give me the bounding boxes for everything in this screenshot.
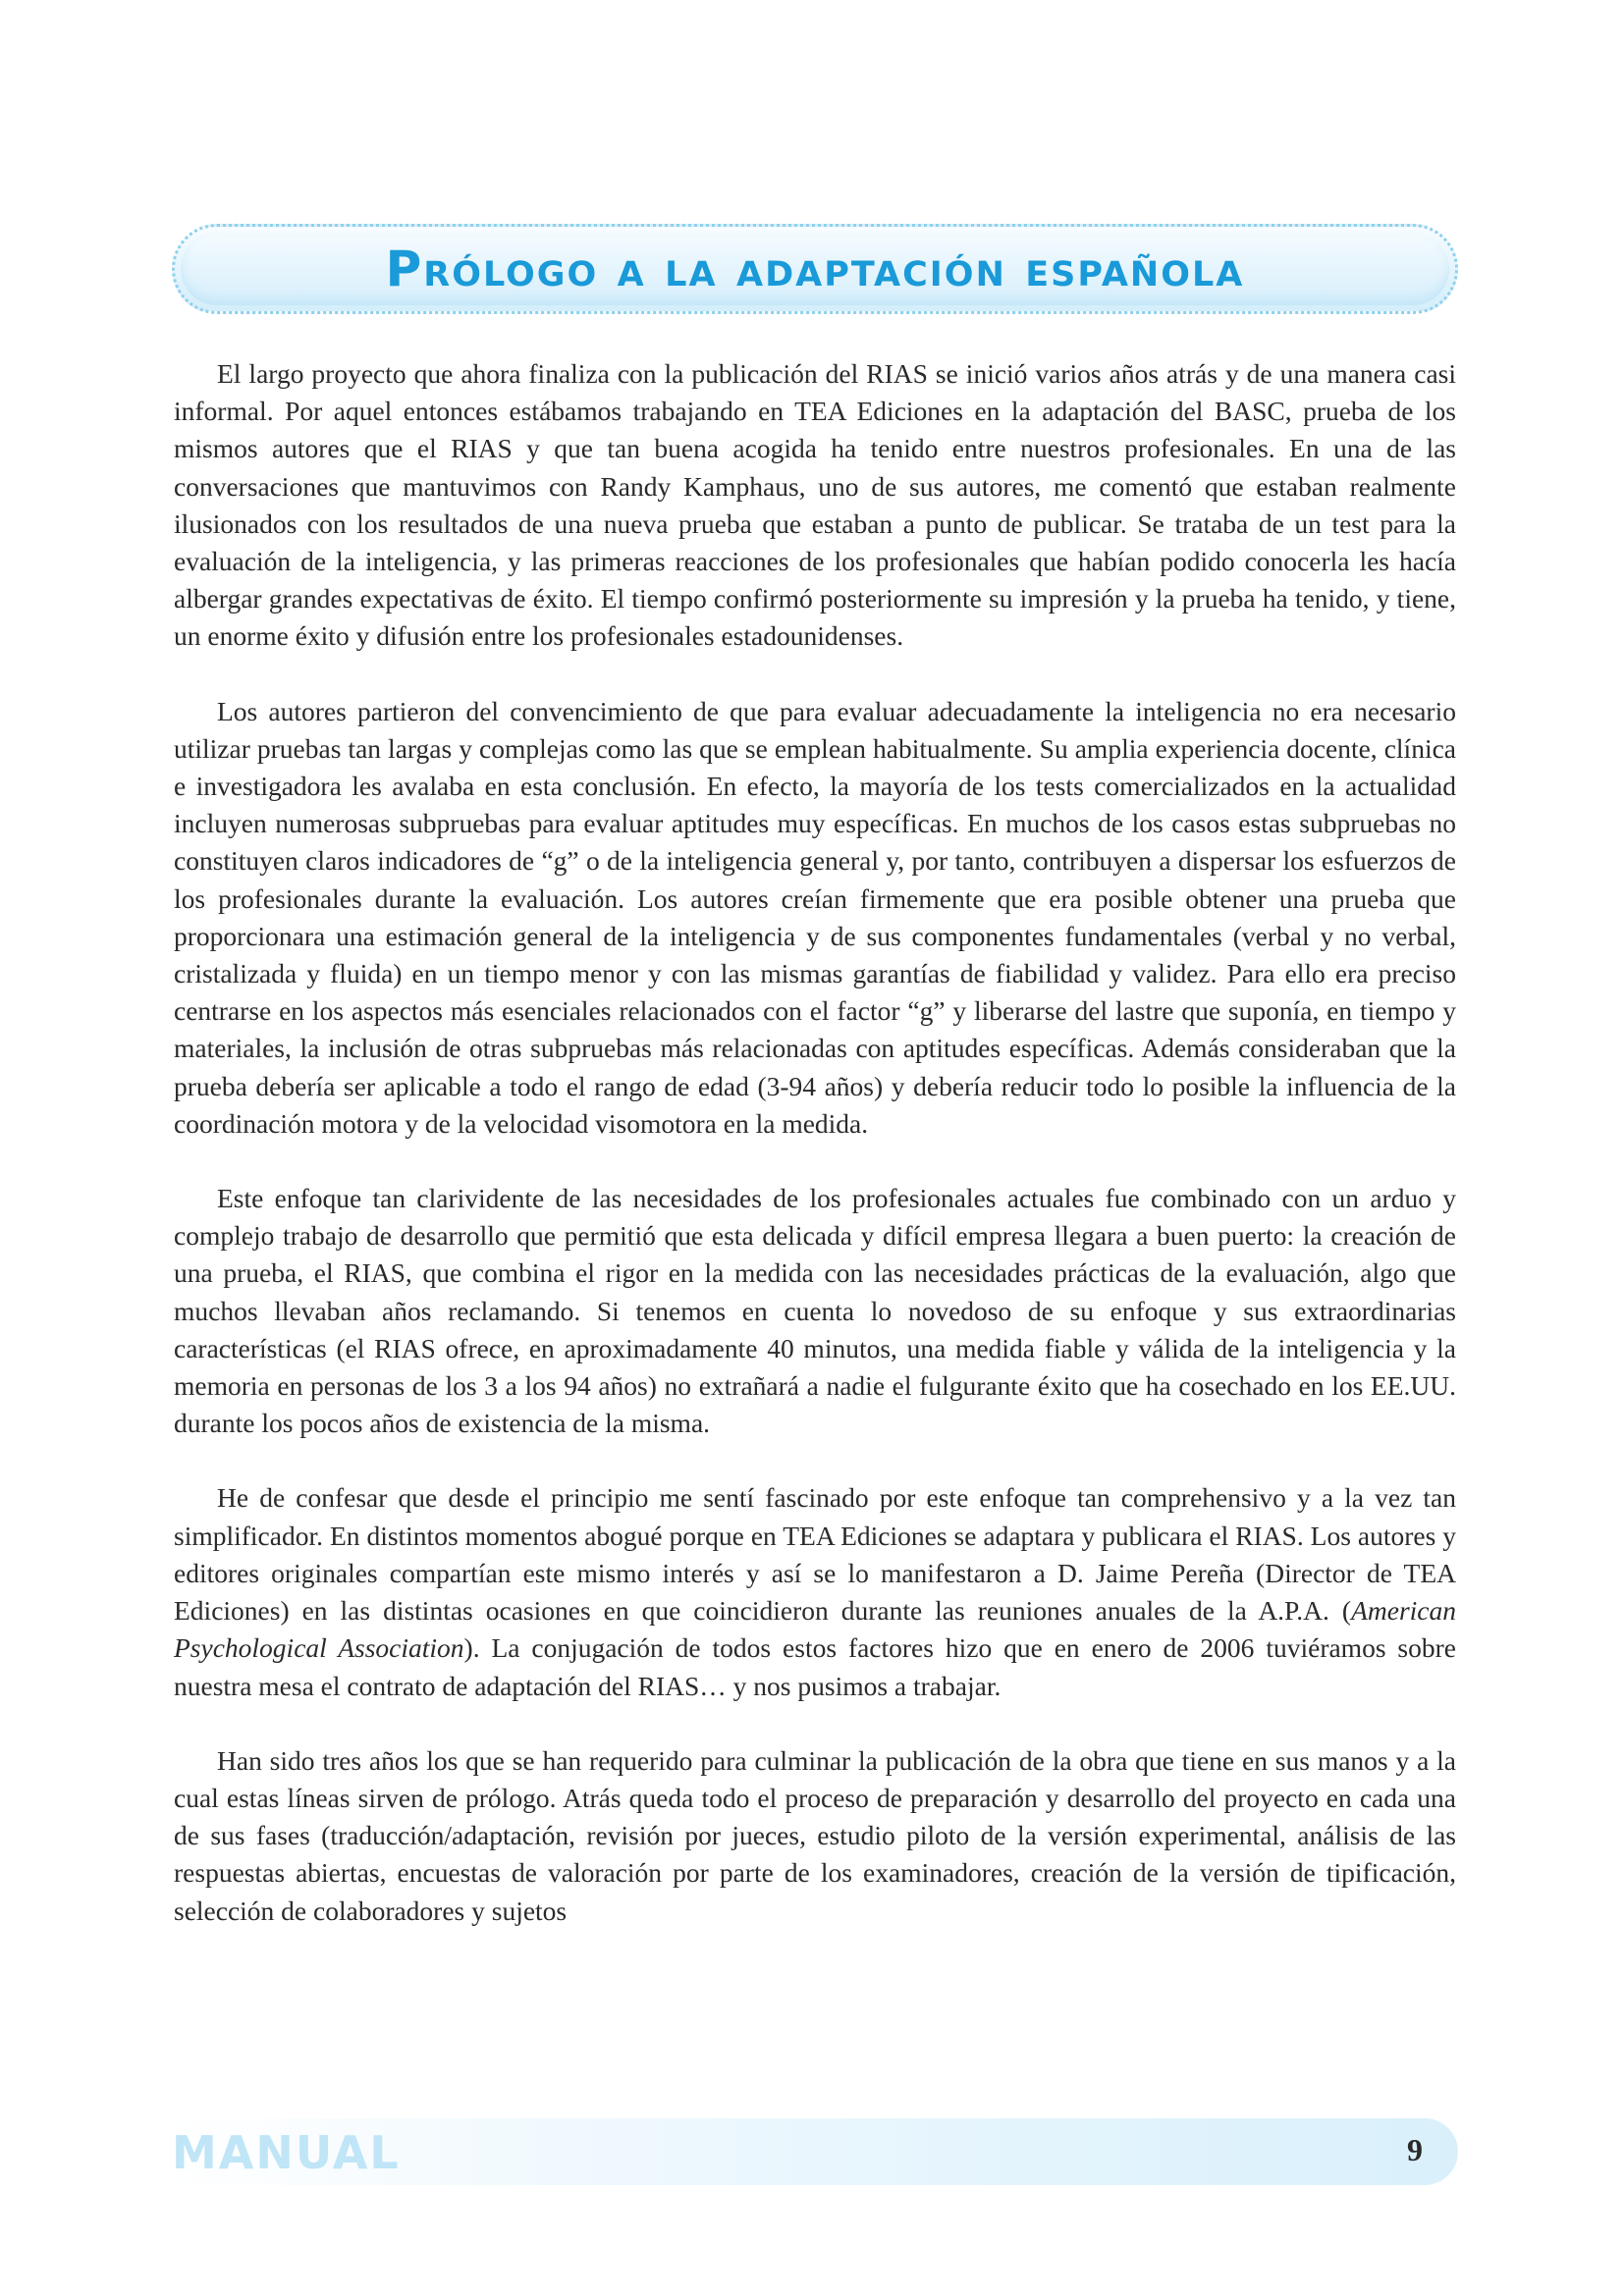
page-number: 9 — [1407, 2132, 1423, 2167]
paragraph-2: Los autores partieron del convencimiento de que para evaluar adecuadamente la inteligencia no era necesario utilizar pruebas tan largas y complejas como las que se emplean habitualmente. Su amplia experiencia docente, clínica e investigadora les avalaba en esta conclusión. En efecto, la mayoría de los tests comercializados en la actualidad incluyen numerosas subpruebas para evaluar aptitudes muy específicas. En muchos de los casos estas subpruebas no constituyen claros indicadores de “g” o de la inteligencia general y, por tanto, contribuyen a dispersar los esfuerzos de los profesionales durante la evaluación. Los autores creían firmemente que era posible obtener una prueba que proporcionara una estimación general de la inteligencia y de sus componentes fundamentales (verbal y no verbal, cristalizada y fluida) en un tiempo menor y con las mismas garantías de fiabilidad y validez. Para ello era preciso centrarse en los aspectos más esenciales relacionados con el factor “g” y liberarse del lastre que suponía, en tiempo y materiales, la inclusión de otras subpruebas más relacionadas con aptitudes específicas. Además consideraban que la prueba debería ser aplicable a todo el rango de edad (3-94 años) y debería reducir todo lo posible la influencia de la coordinación motora y de la velocidad visomotora en la medida. — [174, 695, 1456, 1139]
paragraph-1: El largo proyecto que ahora finaliza con la publicación del RIAS se inició varios años atrás y de una manera casi informal. Por aquel entonces estábamos trabajando en TEA Ediciones en la adaptación del BASC, prueba de los mismos autores que el RIAS y que tan buena acogida ha tenido entre nuestros profesionales. En una de las conversaciones que mantuvimos con Randy Kamphaus, uno de sus autores, me comentó que estaban realmente ilusionados con los resultados de una nueva prueba que estaban a punto de publicar. Se trataba de un test para la evaluación de la inteligencia, y las primeras reacciones de los profesionales que habían podido conocerla les hacía albergar grandes expectativas de éxito. El tiempo confirmó posteriormente su impresión y la prueba ha tenido, y tiene, un enorme éxito y difusión entre los profesionales estadounidenses. — [174, 358, 1456, 652]
paragraph-4 — [174, 1479, 1456, 1704]
paragraph-5: Han sido tres años los que se han requerido para culminar la publicación de la obra que tiene en sus manos y a la cual estas líneas sirven de prólogo. Atrás queda todo el proceso de preparación y desarrollo del proyecto en cada una de sus fases (traducción/adaptación, revisión por jueces, estudio piloto de la versión experimental, análisis de las respuestas abiertas, encuestas de valoración por parte de los examinadores, creación de la versión de tipificación, selección de colaboradores y sujetos — [174, 1744, 1456, 1926]
footer-label: MANUAL — [172, 2126, 401, 2179]
paragraph-4-part-2: ). La conjugación de todos estos factores hizo que en enero de 2006 tuviéramos sobre nuestra mesa el contrato de adaptación del RIAS… y nos pusimos a trabajar. — [174, 1632, 1456, 1701]
page-footer — [172, 2118, 1458, 2185]
apa-full-name: American Psychological Association — [174, 1595, 1456, 1664]
paragraph-3: Este enfoque tan clarividente de las necesidades de los profesionales actuales fue combinado con un arduo y complejo trabajo de desarrollo que permitió que esta delicada y difícil empresa llegara a buen puerto: la creación de una prueba, el RIAS, que combina el rigor en la medida con las necesidades prácticas de la evaluación, algo que muchos llevaban años reclamando. Si tenemos en cuenta lo novedoso de su enfoque y sus extraordinarias características (el RIAS ofrece, en aproximadamente 40 minutos, una medida fiable y válida de la inteligencia y la memoria en personas de los 3 a los 94 años) no extrañará a nadie el fulgurante éxito que ha cosechado en los EE.UU. durante los pocos años de existencia de la misma. — [174, 1183, 1456, 1439]
title-banner — [172, 224, 1458, 314]
paragraph-4-part-1: He de confesar que desde el principio me sentí fascinado por este enfoque tan comprehensivo y a la vez tan simplificador. En distintos momentos abogué porque en TEA Ediciones se adaptara y publicara el RIAS. Los autores y editores originales compartían este mismo interés y así se lo manifestaron a D. Jaime Pereña (Director de TEA Ediciones) en las distintas ocasiones en que coincidieron durante las reuniones anuales de la A.P.A. ( — [174, 1482, 1456, 1627]
body-text — [174, 355, 1456, 1967]
page-title: Prólogo a la adaptación española — [385, 240, 1245, 297]
